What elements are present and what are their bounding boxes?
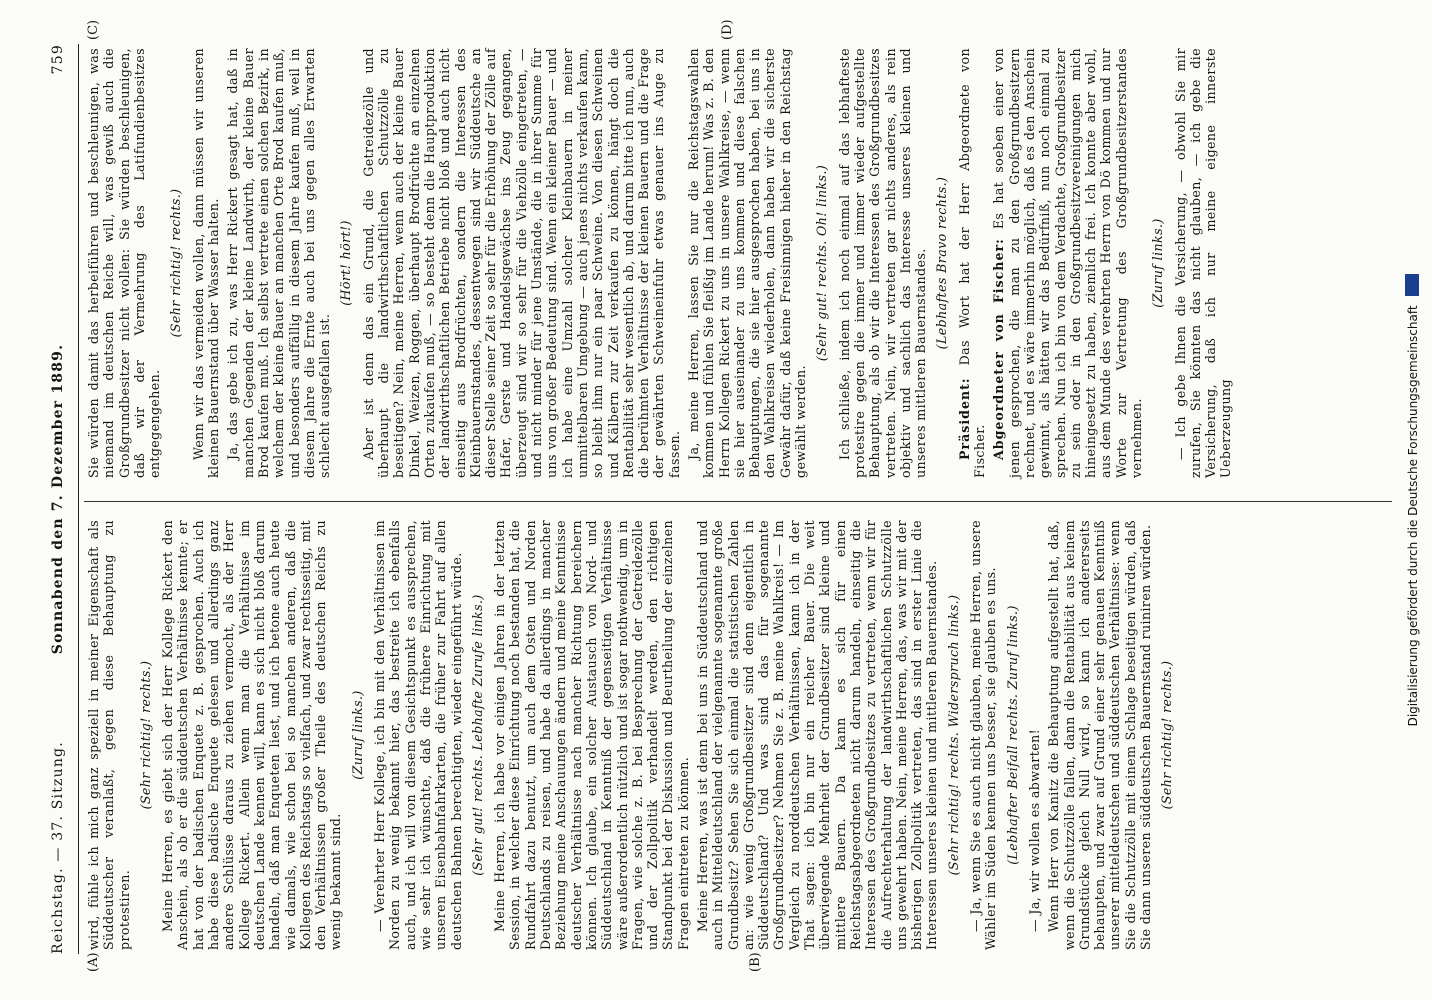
interjection: (Sehr richtig! rechts.)	[1159, 660, 1175, 810]
paragraph: — Ich gebe Ihnen die Versicherung, — obwohl Sie mir zurufen, Sie könnten das nicht glauben, — ich gebe die Versicherung, daß ich nur meine eigene innerste Ueberzeugung	[1172, 48, 1234, 478]
right-column	[86, 48, 1238, 478]
header-date: Sonnabend den 7. Dezember 1889.	[50, 343, 66, 655]
interjection: (Zuruf links.)	[349, 690, 365, 780]
paragraph: Meine Herren, es giebt sich der Herr Kollege Rickert den Anschein, als ob er die süddeutschen Verhältnisse kennte; er hat von der badischen Enquete z. B. gesprochen. Auch ich habe diese badische Enquete gelesen und allerdings ganz andere Schlüsse daraus zu ziehen vermocht, als der Herr Kollege Rickert. Allein wenn man die Verhältnisse im deutschen Lande kennen will, kann es sich nicht bloß darum handeln, daß man Enqueten liest, und ich betone auch heute wie damals, wie schon bei so manchen anderen, daß die Kollegen des Reichstags so vielfach, und zwar rechtsseitig, mit den Verhältnissen großer Theile des deutschen Reichs zu wenig bekannt sind.	[160, 520, 344, 950]
margin-marker-c: (C)	[86, 19, 101, 40]
interjection: (Zuruf links.)	[1150, 218, 1166, 308]
paragraph: — Ja, wenn Sie es auch nicht glauben, meine Herren, unsere Wähler im Süden kennen uns besser, sie glauben es uns.	[968, 520, 999, 950]
statement-text: Das Wort hat der Herr Abgeordnete von Fischer.	[956, 48, 988, 478]
paragraph: Meine Herren, was ist denn bei uns in Süddeutschland und auch in Mitteldeutschland der vielgenannte sogenannte große Grundbesitz? Sehen Sie sich einmal die statistischen Zahlen an: wie wenig Großgrundbesitzer sind denn eigentlich in Süddeutschland? Und was sind das für sogenannte Großgrundbesitzer? Nehmen Sie z. B. meine Wahlkreis! — Im Vergleich zu norddeutschen Verhältnissen, kann ich in der That sagen: ich bin nur ein reicher Bauer. Die weit überwiegende Mehrheit der Grundbesitzer sind kleine und mittlere Bauern. Da kann es sich für einen Reichstagsabgeordneten nicht darum handeln, einseitig die Interessen des Großgrundbesitzes zu vertreten, wenn wir für die Aufrechterhaltung der landwirthschaftlichen Schutzzölle uns gewehrt haben. Nein, meine Herren, das, was wir mit der bisherigen Zollpolitik vertreten, das sind in erster Linie die Interessen unseres kleinen und mittleren Bauernstandes.	[694, 520, 940, 950]
digitization-footer	[1405, 0, 1427, 1000]
interjection: (Sehr richtig! rechts.)	[137, 660, 153, 810]
header-session: Reichstag. — 37. Sitzung.	[50, 741, 66, 954]
paragraph: Aber ist denn das ein Grund, die Getreidezölle und überhaupt die landwirthschaftlichen Schutzzölle zu beseitigen? Nein, meine Herren, wenn auch der kleine Bauer Dinkel, Weizen, Roggen, überhaupt Brodfrüchte an einzelnen Orten zukaufen muß, — so besteht denn die Hauptproduktion der landwirthschaftlichen Betriebe nicht bloß und auch nicht einseitig aus Brodfrüchten, sondern die Interessen des Kleinbauernstandes, dessentwegen sind wir Süddeutsche an dieser Stelle seiner Zeit so sehr für die Erhöhung der Zölle auf Hafer, Gerste und Handelsgewächse ins Zeug gegangen, überzeugt sind wir so sehr für die Viehzölle eingetreten, — und nicht minder für jene Umstände, die in ihrer Summe für uns von großer Bedeutung sind. Wenn ein kleiner Bauer — und ich habe eine Umzahl solcher Kleinbauern in meiner unmittelbaren Umgebung — auch jenes nichts verkaufen kann, so bleibt ihm nur ein paar Schweine. Von diesen Schweinen und Kälbern zur Zeit verkaufen zu können, hängt doch die Rentabilität sehr wesentlich ab, und darum bitte ich nun, auch die berühmten Verhältnisse der kleinen Bauern und die Frage der gewährten Schweineinfuhr etwas genauer ins Auge zu fassen.	[360, 48, 682, 478]
interjection: (Sehr richtig! rechts.)	[168, 188, 184, 338]
interjection: (Lebhaftes Bravo rechts.)	[934, 176, 950, 350]
interjection: (Sehr richtig! rechts. Widerspruch links.)	[945, 594, 961, 876]
interjection: (Lebhafter Beifall rechts. Zuruf links.)	[1004, 605, 1020, 865]
paragraph: Ich schließe, indem ich noch einmal auf das lebhafteste protestire gegen die immer und immer wieder aufgestellte Behauptung, als ob wir die Interessen des Großgrundbesitzes vertreten. Nein, wir vertreten gar nichts anderes, als rein objektiv und sachlich das Interesse unseres kleinen und unseres mittleren Bauernstandes.	[836, 48, 929, 478]
margin-marker-b: (B)	[748, 952, 763, 972]
statement-text: Es hat soeben einer von jenen gesprochen, die man zu den Großgrundbesitzern rechnet, und es wäre immerhin möglich, daß es den Anschein gewinnt, als hätten wir das Bedürfniß, nun noch einmal zu sprechen. Nun ich bin von dem Verdachte, Großgrundbesitzer zu sein oder in den Großgrundbesitzvereinigungen mich hineingesetzt zu haben, ziemlich frei. Ich konnte aber wohl, aus dem Munde des verehrten Herrn von Dö kommen und nur Worte zur Vertretung des Großgrundbesitzerstandes vernehmen.	[991, 48, 1144, 478]
paragraph: wird, fühle ich mich ganz speziell in meiner Eigenschaft als Süddeutscher veranlaßt, gegen diese Behauptung zu protestiren.	[86, 520, 132, 950]
paragraph: Ja, das gebe ich zu, was Herr Rickert gesagt hat, daß in manchen Gegenden der kleine Landwirth, der kleine Bauer Brod kaufen muß. Ich selbst vertrete einen solchen Bezirk, in welchem der kleine Bauer an manchen Orte Brod kaufen muß, und besonders auffällig in diesem Jahre kaufen muß, weil in diesem Jahre die Ernte auch bei uns gegen alles Erwarten schlecht ausgefallen ist.	[225, 48, 333, 478]
left-column	[86, 520, 1182, 950]
interjection: (Sehr gut! rechts. Oh! links.)	[814, 164, 830, 362]
dfg-logo	[1405, 274, 1419, 296]
speaker-label: Abgeordneter von Fischer:	[991, 238, 1007, 460]
page-header	[50, 44, 76, 954]
header-rule	[78, 44, 79, 954]
margin-marker-a: (A)	[86, 952, 101, 972]
paragraph: Ja, meine Herren, lassen Sie nur die Reichstagswahlen kommen und fühlen Sie fleißig im Lande herum! Was z. B. den Herrn Kollegen Rickert zu uns in unsere Wahlkreise, — wenn sie hier auseinander zu uns kommen und diese falschen Behauptungen, die sie hier ausgesprochen haben, bei uns in den Wahlkreisen wiederholen, dann haben wir die sicherste Gewähr dafür, daß keine Freisinnigen hieher in den Reichstag gewählt werden.	[685, 48, 809, 478]
paragraph: Wenn wir das vermeiden wollen, dann müssen wir unseren kleinen Bauernstand über Wasser halten.	[190, 48, 222, 478]
paragraph: Sie würden damit das herbeiführen und beschleunigen, was niemand im deutschen Reiche will, was gewiß auch die Großgrundbesitzer nicht wollen: Sie würden beschleunigen, daß wir der Vermehrung des Latifundienbesitzes entgegengehen.	[86, 48, 163, 478]
page-number: 759	[50, 44, 66, 75]
interjection: (Hört! hört!)	[338, 220, 354, 306]
interjection: (Sehr gut! rechts. Lebhafte Zurufe links.)	[469, 594, 485, 876]
paragraph: — Verehrter Herr Kollege, ich bin mit den Verhältnissen im Norden zu wenig bekannt hier, das bestreite ich ebenfalls auch, und ich will von diesem Gesichtspunkt es aussprechen, wie sehr ich wünschte, daß die frühere Einrichtung mit unseren Eisenbahnfahrkarten, die früher zur Fahrt auf allen deutschen Bahnen berechtigten, wieder eingeführt würde.	[372, 520, 464, 950]
paragraph: Wenn Herr von Kanitz die Behauptung aufgestellt hat, daß, wenn die Schutzzölle fallen, dann die Rentabilität aus keinem Grundstücke gleich Null wird, so kann ich andererseits behaupten, und zwar auf Grund einer sehr genauen Kenntniß unserer mitteldeutschen und süddeutschen Verhältnisse: wenn Sie die Schutzzölle mit einem Schlage beseitigen würden, daß Sie dann unseren süddeutschen Bauernstand ruiniren würden.	[1046, 520, 1153, 950]
paragraph: Meine Herren, ich habe vor einigen Jahren in der letzten Session, in welcher diese Einrichtung noch bestanden hat, die Rundfahrt dazu benutzt, um auch dem Osten und Norden Deutschlands zu reisen, und habe da allerdings in mancher Beziehung meine Anschauungen ändern und meine Kenntnisse deutscher Verhältnisse nach mancher Richtung bereichern können. Ich glaube, ein solcher Austausch von Nord- und Süddeutschland in Kenntniß der gegenseitigen Verhältnisse wäre außerordentlich nützlich und ist sogar nothwendig, um in Fragen, wie solche z. B. bei Besprechung der Getreidezölle und der Zollpolitik verhandelt werden, den richtigen Standpunkt bei der Diskussion und Beurtheilung der einzelnen Fragen eintreten zu können.	[492, 520, 691, 950]
president-statement	[957, 48, 988, 478]
speaker-label: Präsident:	[956, 377, 972, 460]
paragraph: — Ja, wir wollen es abwarten!	[1026, 728, 1042, 932]
speaker-statement	[991, 48, 1144, 478]
column-divider	[84, 501, 1392, 502]
footer-text: Digitalisierung gefördert durch die Deutsche Forschungsgemeinschaft	[1406, 305, 1420, 727]
margin-marker-d: (D)	[720, 19, 735, 40]
